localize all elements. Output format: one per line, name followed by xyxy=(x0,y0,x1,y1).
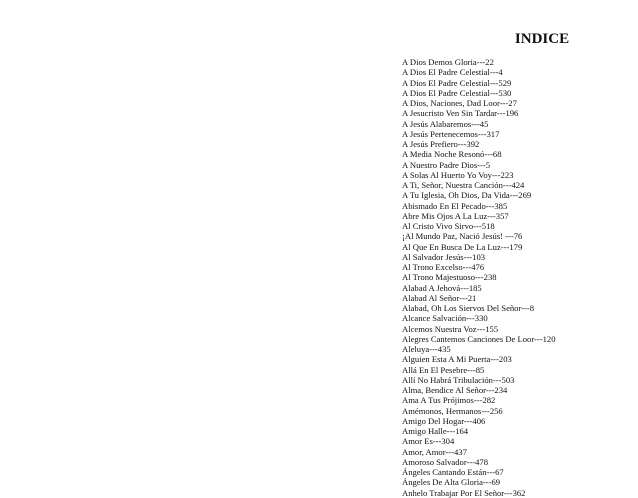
index-entry: Amor, Amor---437 xyxy=(402,446,467,457)
index-entry: A Ti, Señor, Nuestra Canción---424 xyxy=(402,180,525,190)
index-entry: Ama A Tus Prójimos---282 xyxy=(402,395,496,406)
index-entry: Al Cristo Vivo Sirvo---518 xyxy=(402,221,495,231)
index-entry: Alegres Cantemos Canciones De Loor---120 xyxy=(402,333,556,344)
index-entry: A Dios El Padre Celestial---4 xyxy=(402,67,503,78)
index-entry: A Dios El Padre Celestial---529 xyxy=(402,77,512,88)
index-entry: Al Trono Excelso---476 xyxy=(402,262,485,272)
index-entry: A Jesús Prefiero---392 xyxy=(402,139,480,149)
index-entry: A Media Noche Resonó---68 xyxy=(402,149,502,160)
index-entry: A Dios, Naciones, Dad Loor---27 xyxy=(402,98,517,108)
index-entry: A Jesús Alabaremos---45 xyxy=(402,118,489,129)
index-entry: Alguien Esta A Mi Puerta---203 xyxy=(402,354,512,365)
index-entry: Allí No Habrá Tribulación---503 xyxy=(402,374,515,385)
index-entry: Allá En El Pesebre---85 xyxy=(402,364,485,375)
index-entry: Abismado En El Pecado---385 xyxy=(402,200,508,211)
index-entry: Anhelo Trabajar Por El Señor---362 xyxy=(402,487,526,498)
page-title: INDICE xyxy=(514,31,570,47)
index-entry: Alma, Bendice Al Señor---234 xyxy=(402,385,508,395)
index-entry: Amémonos, Hermanos---256 xyxy=(402,405,503,416)
index-entry: Amor Es---304 xyxy=(402,436,455,447)
index-entry: Ángeles Cantando Están---67 xyxy=(402,467,504,477)
index-entry: Al Que En Busca De La Luz---179 xyxy=(402,241,523,252)
index-entry: Amigo Halle---164 xyxy=(402,426,469,436)
index-entry: Aleluya---435 xyxy=(402,344,451,354)
index-entry: A Nuestro Padre Dios---5 xyxy=(402,159,491,170)
index-entry: Amigo Del Hogar---406 xyxy=(402,415,486,426)
index-entry: A Dios Demos Gloria---22 xyxy=(402,57,494,67)
index-list xyxy=(402,57,632,498)
index-entry: Abre Mis Ojos A La Luz---357 xyxy=(402,210,509,221)
index-entry: Amoroso Salvador---478 xyxy=(402,456,488,467)
index-entry: Alcance Salvación---330 xyxy=(402,313,488,324)
index-entry: Al Trono Majestuoso---238 xyxy=(402,272,497,283)
index-entry: Al Salvador Jesús---103 xyxy=(402,251,486,262)
index-entry: A Jesús Pertenecemos---317 xyxy=(402,128,500,139)
index-entry: ¡Al Mundo Paz, Nació Jesús! ---76 xyxy=(402,231,523,242)
index-entry: Alcemos Nuestra Voz---155 xyxy=(402,323,499,334)
index-entry: Alabad Al Señor---21 xyxy=(402,292,477,303)
index-entry: Alabad, Oh Los Siervos Del Señor---8 xyxy=(402,303,535,313)
index-entry: Ángeles De Alta Gloria---69 xyxy=(402,477,501,488)
index-entry: Alabad A Jehová---185 xyxy=(402,282,482,293)
index-entry: A Jesucristo Ven Sin Tardar---196 xyxy=(402,108,519,119)
index-entry: A Solas Al Huerto Yo Voy---223 xyxy=(402,169,514,180)
index-entry: A Tu Iglesia, Oh Dios, Da Vida---269 xyxy=(402,190,532,201)
index-entry: A Dios El Padre Celestial---530 xyxy=(402,87,512,98)
